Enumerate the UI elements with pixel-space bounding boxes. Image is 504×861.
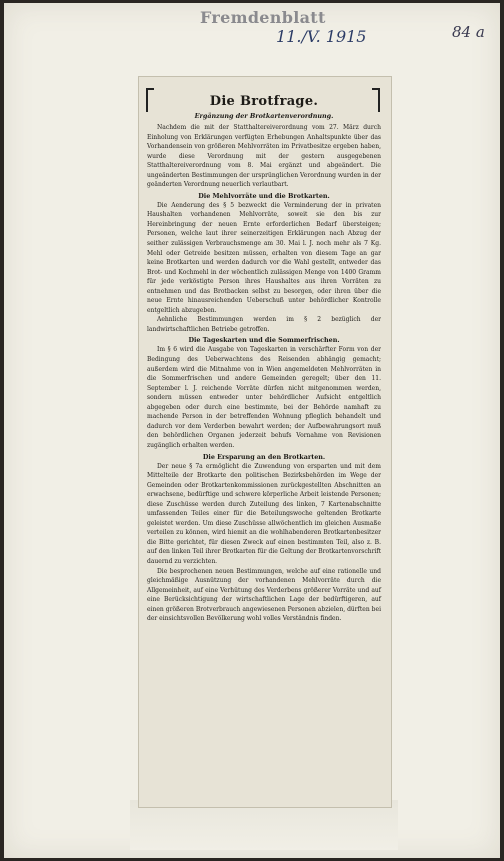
handwritten-date: 11./V. 1915 [276,27,367,46]
paragraph-mehlvorraete: Die Aenderung des § 5 bezweckt die Verminderung der in privaten Haushalten vorhandenen Mehlvorräte, soweit sie den bis zur Hereinbringung der neuen Ernte erforderlichen Bedarf übersteigen; Personen, welche laut ihrer seinerzeitigen Erklärungen nach Abzug der seither zulässigen Verbrauchsmenge am 30. Mai l. J. noch mehr als 7 Kg. Mehl oder Getreide besitzen müssen, erhalten von diesem Tage an gar keine Brotkarten und werden dadurch vor die Wahl gestellt, entweder das Brot- und Kochmehl in der wöchentlich zulässigen Menge von 1400 Gramm für jede verköstigte Person ihres Haushaltes aus ihren Vorräten zu entnehmen und das Brotbacken selbst zu besorgen, oder ihren über die neue Ernte hinausreichenden Ueberschuß unter behördlicher Kontrolle entgeltlich abzugeben. [147,201,381,314]
section-heading-ersparung: Die Ersparung an den Brotkarten. [202,452,326,461]
paragraph-tageskarten: Im § 6 wird die Ausgabe von Tageskarten in verschärfter Form von der Bedingung des Ueberwachtens des Reisenden abhängig gemacht; außerdem wird die Mitnahme von in Wien angemeldeten Mehlvorräten in die Sommerfrischen und andere Gemeinden geregelt; über den 11. September l. J. reichende Vorräte dürfen nicht mitgenommen werden, sondern müssen entweder unter behördlicher Aufsicht entgeltlich abgegeben oder durch eine bestimmte, bei der Behörde namhaft zu machende Person in der betreffenden Wohnung pfleglich behandelt und dadurch vor dem Verderben bewahrt werden; der Aufbewahrungsort muß den behördlichen Organen jederzeit behufs Vornahme von Revisionen zugänglich erhalten werden. [147,346,381,449]
handwritten-reference: 84 a [452,23,485,41]
article-column [147,94,381,624]
section-heading-mehlvorraete: Die Mehlvorräte und die Brotkarten. [198,191,330,200]
newspaper-stamp: Fremdenblatt [200,8,326,27]
paragraph-schluss: Die besprochenen neuen Bestimmungen, welche auf eine rationelle und gleichmäßige Ausnützung der vorhandenen Mehlvorräte durch die Allgemeinheit, auf eine Verhütung des Verderbens größerer Vorräte und auf eine Berücksichtigung der wirtschaftlichen Lage der bedürftigeren, auf einen größeren Brotverbrauch angewiesenen Personen abzielen, dürften bei der einsichtsvollen Bevölkerung wohl volles Verständnis finden. [147,567,381,623]
paragraph-landwirtschaft: Aehnliche Bestimmungen werden im § 2 bezüglich der landwirtschaftlichen Betriebe getroffen. [147,316,381,333]
section-heading-tageskarten: Die Tageskarten und die Sommerfrischen. [188,336,340,345]
article-subtitle: Ergänzung der Brotkartenverordnung. [194,112,334,120]
paragraph-ersparung: Der neue § 7a ermöglicht die Zuwendung von ersparten und mit dem Mittelteile der Brotkarte den politischen Bezirksbehörden im Wege der Gemeinden oder Brotkartenkommissionen zurückgestellten Abschnitten an erwachsene, bedürftige und schwere körperliche Arbeit leistende Personen; diese Zuschüsse werden durch Zuteilung des linken, 7 Kartenabschnitte umfassenden Teiles einer für die Beteilungswoche geltenden Brotkarte geleistet werden. Um diese Zuschüsse allwöchentlich im gleichen Ausmaße verteilen zu können, wird hiemit an die wohlhabenderen Brotkartenbesitzer die Bitte gerichtet, für diesen Zweck auf einen bestimmten Teil, also z. B. auf den linken Teil ihrer Brotkarten für die Geltung der Brotkartenvorschrift dauernd zu verzichten. [147,462,381,565]
article-title: Die Brotfrage. [209,94,319,109]
paragraph-intro: Nachdem die mit der Statthaltereiverordnung vom 27. März durch Einholung von Erklärungen verfügten Erhebungen Anhaltspunkte über das Vorhandensein von größeren Mehlvorräten im Privatbesitze ergeben haben, wurde diese Verordnung mit der gestern ausgegebenen Statthaltereiverordnung vom 8. Mai ergänzt und abgeändert. Die ungeänderten Bestimmungen der ursprünglichen Verordnung wurden in der geänderten Verordnung neuerlich verlautbart. [147,124,381,189]
